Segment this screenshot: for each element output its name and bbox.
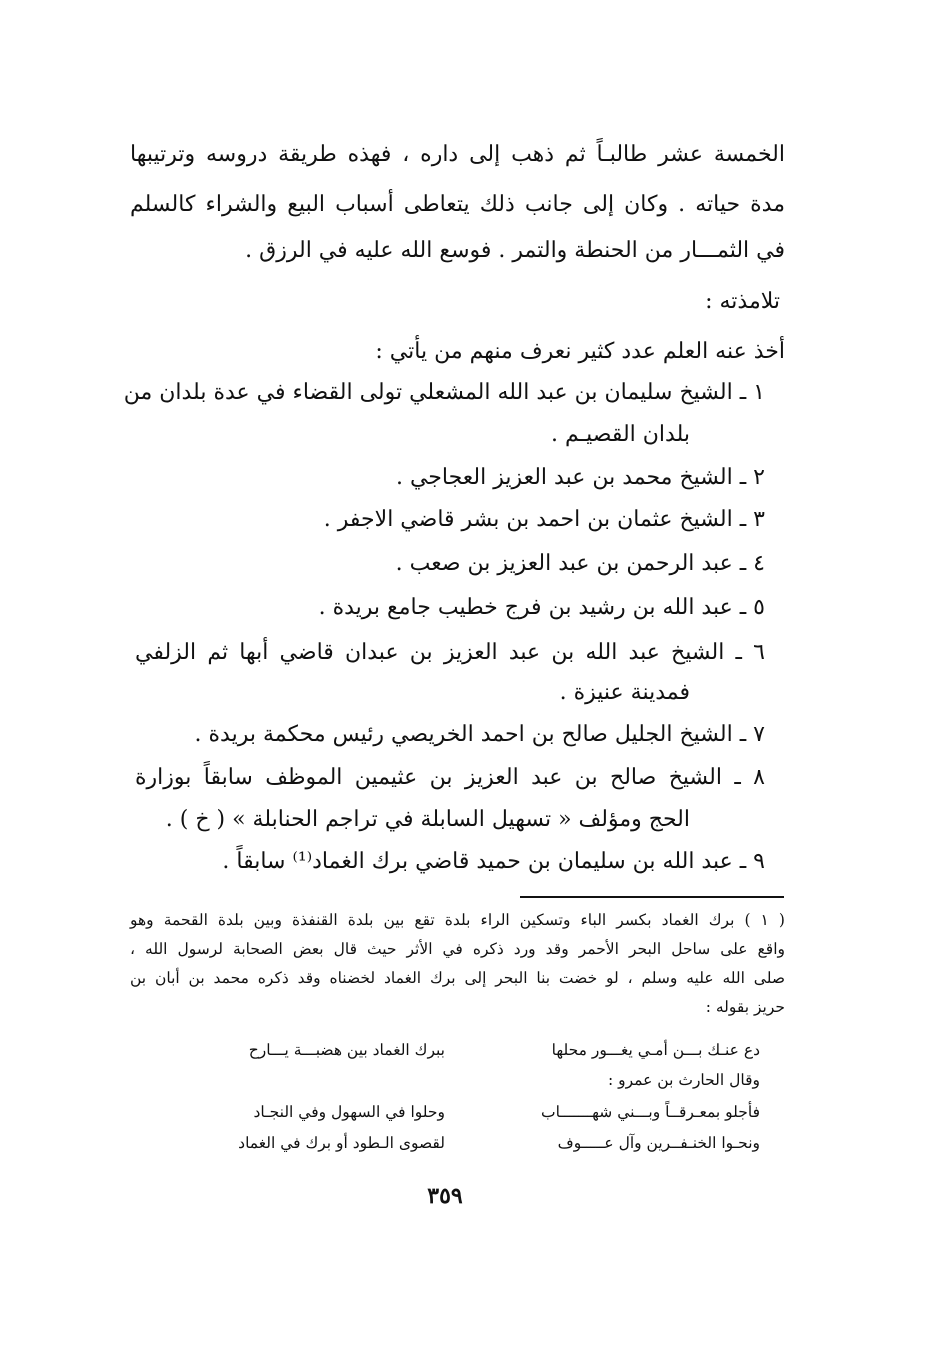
student-item: ٢ ـ الشيخ محمد بن عبد العزيز العجاجي . xyxy=(395,465,765,490)
footnote-line: حريز بقوله : xyxy=(705,998,785,1016)
paragraph-line: مدة حياته . وكان إلى جانب ذلك يتعاطى أسباب البيع والشراء كالسلم xyxy=(130,192,785,217)
student-item: ٤ ـ عبد الرحمن بن عبد العزيز بن صعب . xyxy=(395,551,765,576)
footnote-line: ( ١ ) برك الغماد بكسر الباء وتسكين الراء بلدة تقع بين بلدة القنفذة وبين بلدة القحمة وهو xyxy=(130,911,785,929)
student-item: ٩ ـ عبد الله بن سليمان بن حميد قاضي برك الغماد⁽¹⁾ سابقاً . xyxy=(222,849,765,874)
verse-hemistich-right: ونحـوا الخنـفــرين وآل عـــــوف xyxy=(557,1134,760,1152)
verse-hemistich-left: ببرك الغماد بين هضبـــة يـــارح xyxy=(248,1041,445,1059)
page-number: ٣٥٩ xyxy=(427,1183,463,1209)
footnote-line: صلى الله عليه وسلم ، لو خضت بنا البحر إلى برك الغماد لخضناه وقد ذكره محمد بن أبان بن xyxy=(130,969,785,987)
footnote-line: واقع على ساحل البحر الأحمر وقد ورد ذكره في الأثر حيث قال بعض الصحابة لرسول الله ، xyxy=(130,940,785,958)
student-item: ٦ ـ الشيخ عبد الله بن عبد العزيز بن عبدان قاضي أبها ثم الزلفي xyxy=(135,640,765,665)
verse-hemistich-right: فأجلو بمعـرقــاً وبـــني شهـــــــاب xyxy=(541,1103,760,1121)
student-item: ٨ ـ الشيخ صالح بن عبد العزيز بن عثيمين الموظف سابقاً بوزارة xyxy=(135,765,765,790)
student-item: ١ ـ الشيخ سليمان بن عبد الله المشعلي تولى القضاء في عدة بلدان من xyxy=(123,380,765,405)
verse-hemistich-left: وحلوا في السهول وفي النجـاد xyxy=(253,1103,445,1121)
student-item-continuation: الحج ومؤلف « تسهيل السابلة في تراجم الحنابلة » ( خ ) . xyxy=(165,807,690,832)
student-item: ٥ ـ عبد الله بن رشيد بن فرج خطيب جامع بريدة . xyxy=(318,595,765,620)
student-item-continuation: بلدان القصيـم . xyxy=(551,422,690,447)
student-item-continuation: فمدينة عنيزة . xyxy=(559,680,690,705)
intro-line: أخذ عنه العلم عدد كثير نعرف منهم من يأتي : xyxy=(375,339,785,364)
verse-hemistich-left: لقصوى الـطود أو برك في الغماد xyxy=(238,1134,445,1152)
verse-intro: وقال الحارث بن عمرو : xyxy=(607,1071,760,1089)
paragraph-line: الخمسة عشر طالبـاً ثم ذهب إلى داره ، فهذه طريقة دروسه وترتيبها xyxy=(130,142,785,167)
paragraph-line: في الثمـــار من الحنطة والتمر . فوسع الله عليه في الرزق . xyxy=(245,238,785,263)
student-item: ٣ ـ الشيخ عثمان بن احمد بن بشر قاضي الاجفر . xyxy=(323,507,765,532)
student-item: ٧ ـ الشيخ الجليل صالح بن احمد الخريصي رئيس محكمة بريدة . xyxy=(194,722,765,747)
section-heading: تلامذته : xyxy=(705,289,780,314)
footnote-divider xyxy=(520,896,784,898)
verse-hemistich-right: دع عنـك بـــن أمـي يغـــور محلها xyxy=(551,1041,760,1059)
